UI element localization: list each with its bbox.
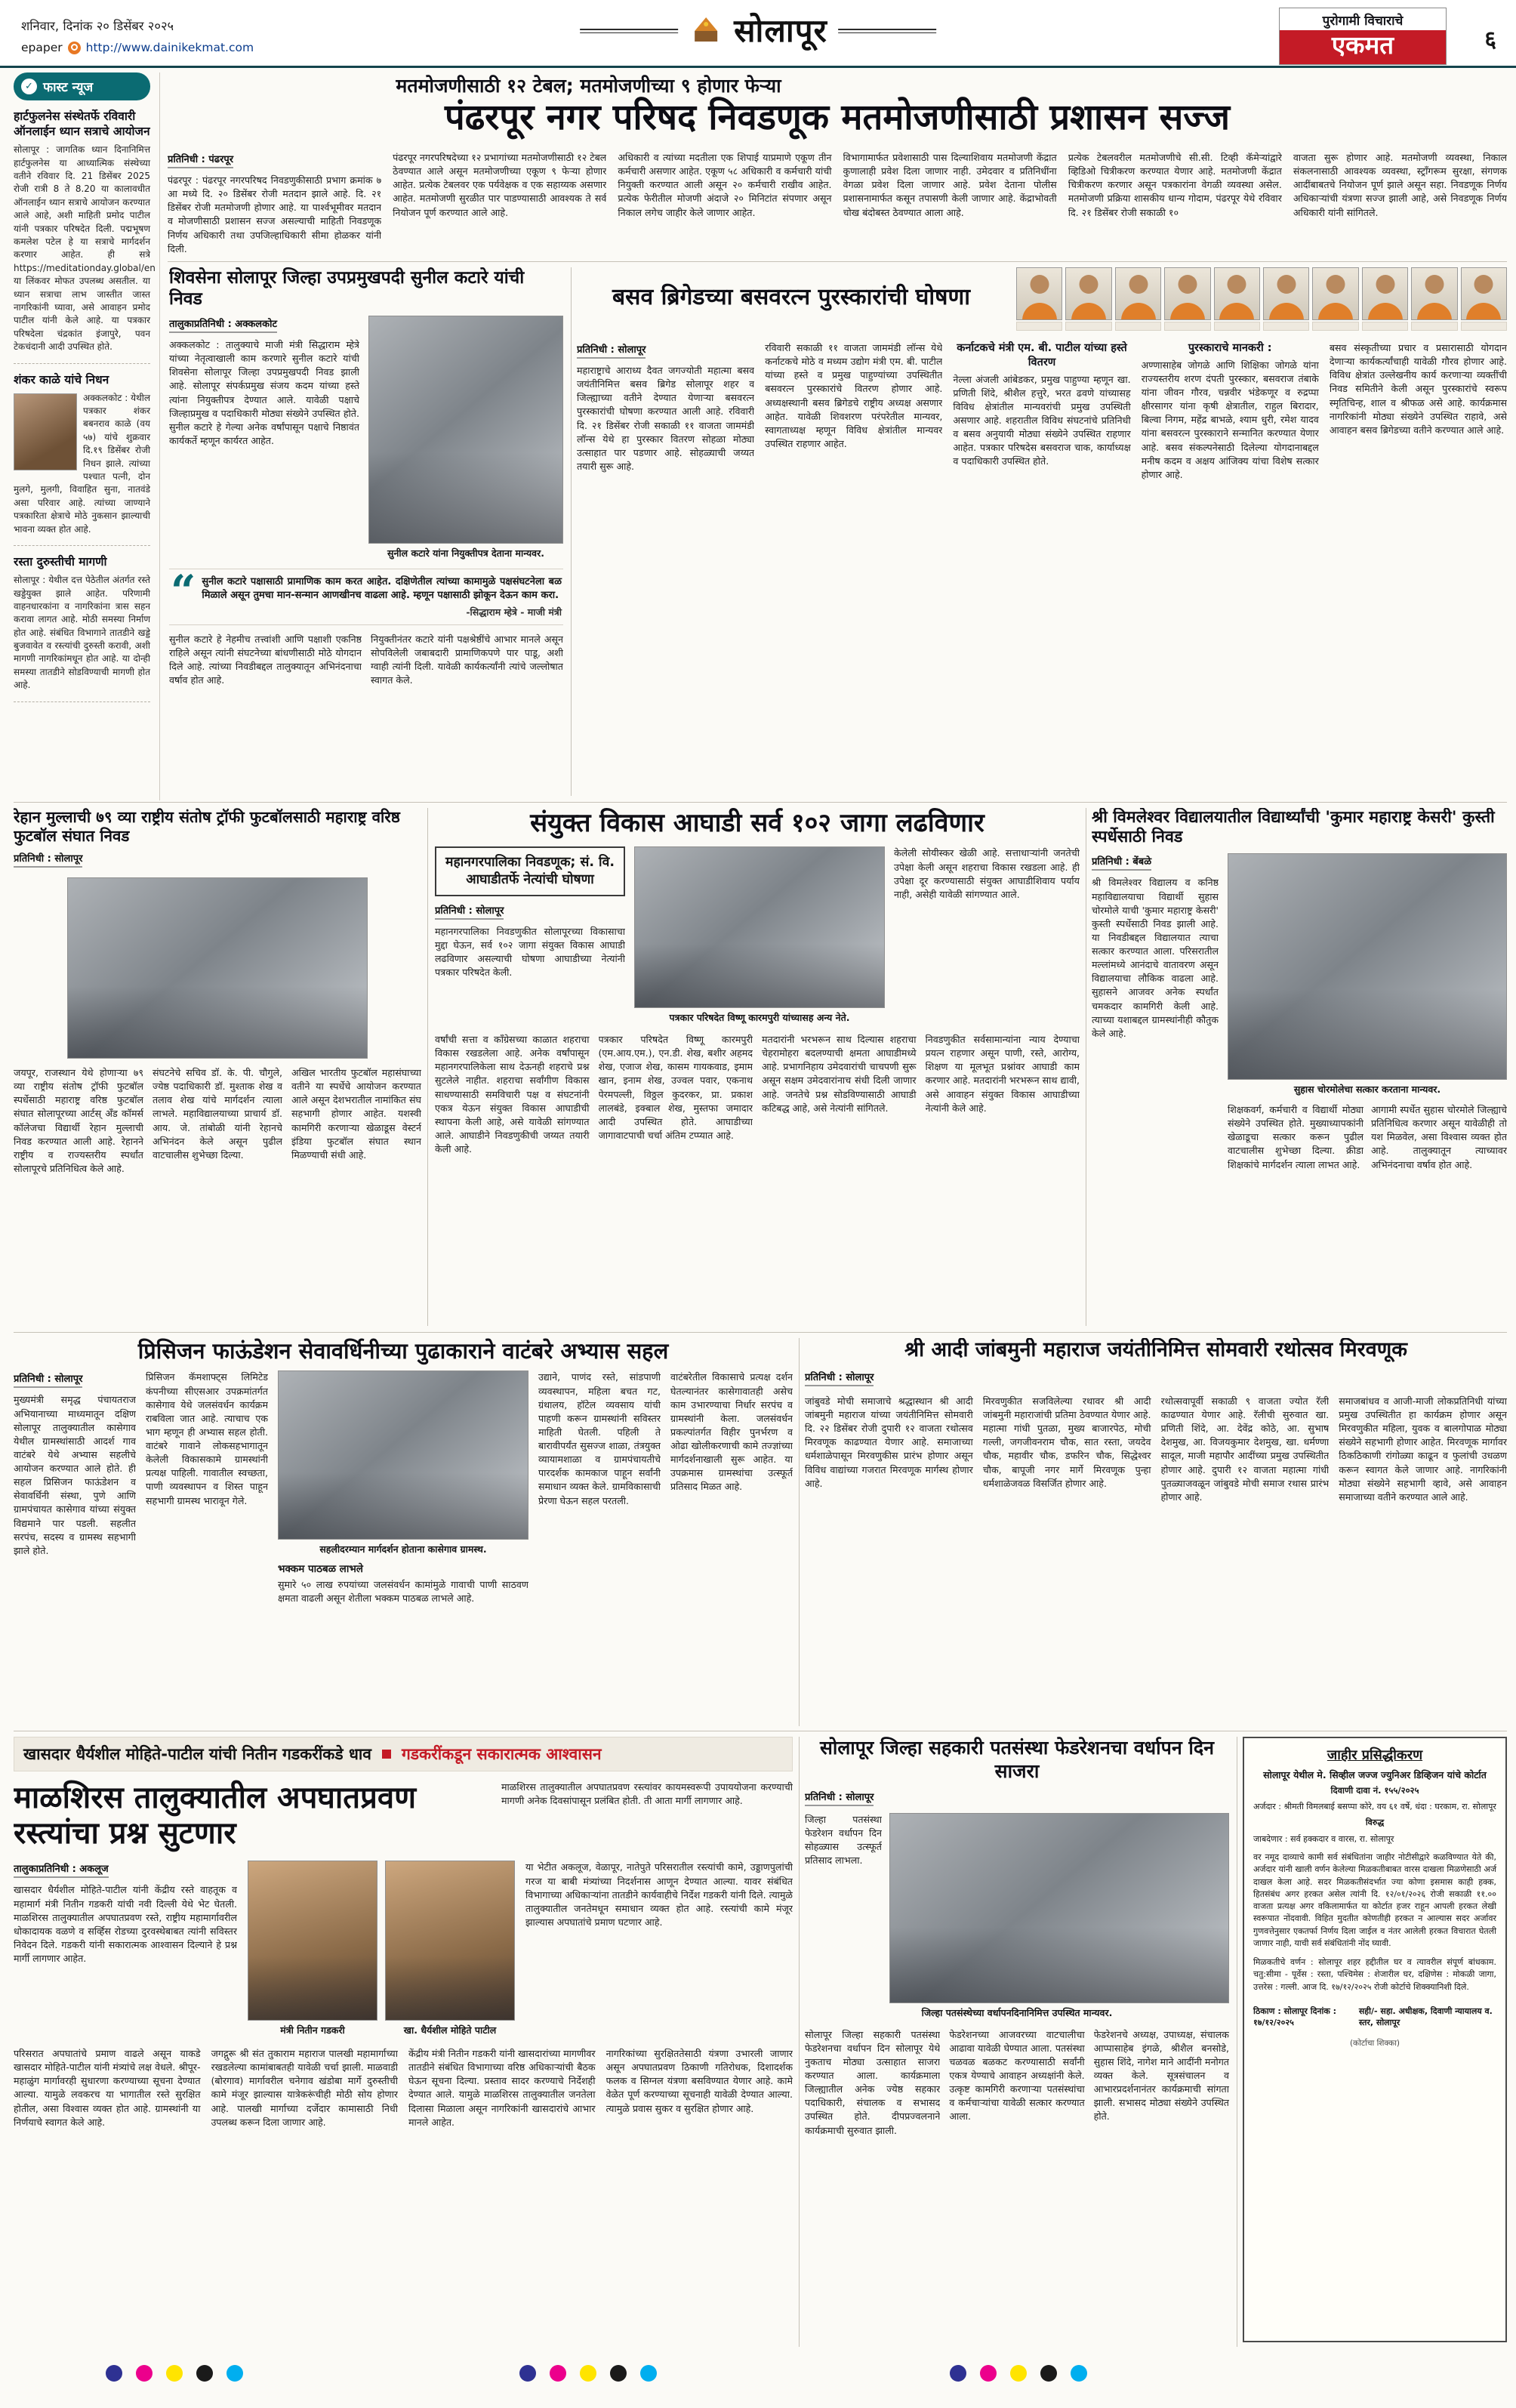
registration-dots-group [519,2365,657,2382]
article-figure-column [1228,853,1507,1277]
article-byline: तालुकाप्रतिनिधी : अक्कलकोट [169,316,277,333]
article-text: खासदार धैर्यशील मोहिते-पाटील यांनी केंद्रीय रस्ते वाहतूक व महामार्ग मंत्री नितीन गडकरी यांची नवी दिल्ली येथे भेट घेतली. माळशिरस तालुक्यातील अपघातप्रवण रस्ते, राष्ट्रीय महामार्गावरील धोकादायक वळणे व सर्व्हिस रोडच्या दुरवस्थेबाबत त्यांनी सविस्तर निवेदन दिले. गडकरी यांनी सकारात्मक आश्वासन दिल्याने हे प्रश्न मार्गी लागणार आहेत. [14,1884,237,1964]
article-byline: प्रतिनिधी : सोलापूर [14,1371,82,1388]
masthead-city: सोलापूर [734,12,827,49]
article-column [169,316,359,560]
epaper-link-icon [68,42,81,54]
article-column [14,1370,136,1719]
lead-byline: प्रतिनिधी : पंढरपूर [168,152,233,168]
awardee [1263,267,1309,331]
registration-dot [550,2365,566,2382]
article-text: वर्षांची सत्ता व काँग्रेसच्या काळात शहराचा विकास रखडलेला आहे. अनेक वर्षांपासून महानगरपालिकेला साथ देऊनही शहराचे प्रश्न सुटलेले नाहीत. शहराचा सर्वांगीण विकास साधण्यासाठी समविचारी पक्ष व संघटनांनी एकत्र येऊन संयुक्त विकास आघाडीची स्थापना केली आहे, असे यावेळी सांगण्यात आले. आघाडीने निवडणुकीची जय्यत तयारी केली आहे. [435,1034,590,1155]
article-column [435,846,625,1024]
article-headline: माळशिरस तालुक्यातील अपघातप्रवण रस्त्यांचा प्रश्न सुटणार [14,1781,417,1851]
portrait-photos [248,1861,515,2036]
awardee-name-bar [1263,322,1309,331]
article-malshiras-roads [14,1737,793,2347]
lead-headline: पंढरपूर नगर परिषद निवडणूक मतमोजणीसाठी प्रशासन सज्ज [445,97,1230,138]
notice-title: जाहीर प्रसिद्धीकरण [1326,1747,1423,1763]
notice-versus: विरुद्ध [1365,1818,1385,1828]
awardee [1461,267,1507,331]
registration-dots-group [950,2365,1087,2382]
article-patsanstha-anniversary [805,1737,1229,2347]
awardee [1115,267,1161,331]
registration-dot [196,2365,213,2382]
article-text: मुख्यमंत्री समृद्ध पंचायतराज अभियानाच्या माध्यमातून दक्षिण सोलापूर तालुक्यातील कासेगाव येथील ग्रामस्थांसाठी आदर्श गाव वाटंबरे येथे अभ्यास सहलीचे आयोजन करण्यात आले होते. ही सहल प्रिसिजन फाऊंडेशन व सेवावर्धिनी संस्था, पुणे आणि ग्रामपंचायत कासेगाव यांच्या संयुक्त विद्यमाने पार पडली. सहलीत सरपंच, सदस्य व ग्रामस्थ सहभागी झाले होते. [14,1394,136,1556]
awardee-name-bar [1164,322,1210,331]
awardee [1065,267,1111,331]
brand-tagline: पुरोगामी विचाराचे [1322,14,1404,29]
article-byline: प्रतिनिधी : सोलापूर [577,342,646,359]
article-text: केंद्रीय मंत्री नितीन गडकरी यांनी खासदारांच्या मागणीवर तातडीने संबंधित विभागाच्या वरिष्ठ अधिकाऱ्यांची बैठक घेऊन सूचना दिल्या. प्रस्ताव सादर करण्याचे निर्देशही देण्यात आले. यामुळे माळशिरस तालुक्यातील जनतेला दिलासा मिळाला असून नागरिकांनी खासदारांचे आभार मानले आहेत. [408,2048,596,2128]
section-divider [14,802,1507,803]
awardee [1362,267,1408,331]
fast-news-title: फास्ट न्यूज [43,80,94,95]
awardee-photo [1461,267,1507,320]
photo-caption: खा. धैर्यशील मोहिते पाटील [403,2024,497,2036]
notice-signatures [1253,2006,1496,2029]
article-text: नागरिकांच्या सुरक्षिततेसाठी यंत्रणा उभारली जाणार असून अपघातप्रवण ठिकाणी गतिरोधक, दिशादर्शक फलक व सिग्नल यंत्रणा बसविण्यात येणार आहे. कामे वेळेत पूर्ण करण्याच्या सूचनाही यावेळी देण्यात आल्या. त्यामुळे प्रवास सुकर व सुरक्षित होणार आहे. [605,2048,793,2114]
article-text: मतदारांनी भरभरून साथ दिल्यास शहराचा चेहरामोहरा बदलण्याची क्षमता आघाडीमध्ये आहे. प्रभागनिहाय उमेदवारांची चाचपणी सुरू असून सक्षम उमेदवारांनाच संधी दिली जाणार आहे. जनतेचे प्रश्न सोडविण्यासाठी आघाडी कटिबद्ध आहे, असे नेत्यांनी सांगितले. [762,1034,917,1114]
article-text: निवडणुकीत सर्वसामान्यांना न्याय देण्याचा प्रयत्न राहणार असून पाणी, रस्ते, आरोग्य, शिक्षण या मूलभूत प्रश्नांवर आघाडी काम करणार आहे. मतदारांनी भरभरून साथ द्यावी, असे आवाहन संयुक्त विकास आघाडीच्या नेत्यांनी केले आहे. [925,1034,1080,1114]
article-text: परिसरात अपघातांचे प्रमाण वाढले असून याकडे खासदार मोहिते-पाटील यांनी मंत्र्यांचे लक्ष वेधले. श्रीपूर-महाळुंग मार्गावरही सुधारणा करण्याच्या सूचना देण्यात आल्या. यामुळे लवकरच या भागातील रस्ते सुरक्षित होतील, असा विश्वास व्यक्त होत आहे. ग्रामस्थांनी या निर्णयाचे स्वागत केले आहे. [14,2048,201,2128]
article-text: फेडरेशनच्या आजवरच्या वाटचालीचा आढावा यावेळी घेण्यात आला. पतसंस्था चळवळ बळकट करण्यासाठी सर्वांनी एकत्र येण्याचे आवाहन अध्यक्षांनी केले. उत्कृष्ट कामगिरी करणाऱ्या पतसंस्थांचा व कर्मचाऱ्यांचा यावेळी सत्कार करण्यात आला. [949,2028,1085,2123]
article-figure [634,846,885,1024]
epaper-url[interactable]: http://www.dainikekmat.com [85,41,254,54]
kicker-separator-square [382,1750,391,1759]
registration-dots-group [106,2365,243,2382]
article-text: प्रिसिजन कॅमशाफ्ट्स लिमिटेड कंपनीच्या सीएसआर उपक्रमांतर्गत कासेगाव येथे जलसंवर्धन कार्यक्रम राबविला जात आहे. त्याचाच एक भाग म्हणून ही अभ्यास सहल होती. वाटंबरे गावाने लोकसहभागातून केलेली विकासकामे ग्रामस्थांनी प्रत्यक्ष पाहिली. गावातील स्वच्छता, पाणी व्यवस्थापन व शिस्त पाहून सहभागी ग्रामस्थ भारावून गेले. [146,1371,268,1506]
article-headline: शिवसेना सोलापूर जिल्हा उपप्रमुखपदी सुनील कटारे यांची निवड [169,268,525,310]
fast-news-item-content [14,392,150,536]
rehan-felicitation-photo [67,877,368,1059]
article-text: या भेटीत अकलूज, वेळापूर, नातेपुते परिसरातील रस्त्यांची कामे, उड्डाणपुलांची गरज या बाबी मंत्र्यांच्या निदर्शनास आणून देण्यात आल्या. यावर संबंधित विभागाच्या अधिकाऱ्यांना तातडीने कार्यवाहीचे निर्देश गडकरी यांनी दिले. त्यामुळे तालुक्यातील जनतेमधून समाधान व्यक्त होत आहे. रस्त्यांची कामे मंजूर झाल्यास अपघातांचे प्रमाण घटणार आहे. [525,1861,793,1928]
photo-caption: जिल्हा पतसंस्थेच्या वर्धापनदिनानिमित्त उपस्थित मान्यवर. [921,2007,1113,2018]
column-divider [799,1737,800,2347]
article-text: फेडरेशनचे अध्यक्ष, उपाध्यक्ष, संचालक आप्पासाहेब इंगळे, श्रीशैल बनसोडे, सुहास शिंदे, नागेश माने आदींनी मनोगत व्यक्त केले. सूत्रसंचालन व आभारप्रदर्शनानंतर कार्यक्रमाची सांगता झाली. सभासद मोठ्या संख्येने उपस्थित होते. [1093,2028,1229,2123]
photo-caption: सुनील कटारे यांना नियुक्तीपत्र देताना मान्यवर. [387,547,544,560]
article-text: सुनील कटारे हे नेहमीच तत्त्वांशी आणि पक्षाशी एकनिष्ठ राहिले असून त्यांनी संघटनेच्या बांधणीसाठी मोठे योगदान दिले आहे. त्यांच्या निवडीबद्दल तालुक्यातून अभिनंदनाचा वर्षाव होत आहे. [169,634,362,686]
article-figure [248,1861,377,2036]
notice-property: मिळकतीचे वर्णन : सोलापूर शहर हद्दीतील घर व त्यावरील संपूर्ण बांधकाम. चतु:सीमा - पूर्वेस : रस्ता, पश्चिमेस : शेजारील घर, दक्षिणेस : मोकळी जागा, उत्तरेस : गल्ली. आज दि. १७/१२/२०२५ रोजी कोर्टाचे शिक्क्यानिशी दिले. [1253,1957,1496,1992]
article-text: बसव संस्कृतीच्या प्रचार व प्रसारासाठी योगदान देणाऱ्या कार्यकर्त्यांचाही यावेळी गौरव होणार आहे. विविध क्षेत्रांत उल्लेखनीय कार्य करणाऱ्या व्यक्तींची निवड समितीने केली असून पुरस्कारांचे स्वरूप स्मृतिचिन्ह, शाल व श्रीफळ असे आहे. कार्यक्रमास नागरिकांनी मोठ्या संख्येने उपस्थित राहावे, असे आवाहन बसव ब्रिगेडच्या वतीने करण्यात आले आहे. [1329,342,1507,436]
article-headline: श्री विमलेश्वर विद्यालयातील विद्यार्थ्यांची 'कुमार महाराष्ट्र केसरी' कुस्ती स्पर्धेसाठी निवड [1092,808,1495,847]
awardee-name-bar [1214,322,1260,331]
article-text: श्री विमलेश्वर विद्यालय व कनिष्ठ महाविद्यालयाचा विद्यार्थी सुहास चोरमोले याची 'कुमार महाराष्ट्र केसरी' कुस्ती स्पर्धेसाठी निवड झाली आहे. या निवडीबद्दल विद्यालयात त्याचा सत्कार करण्यात आला. परिसरातील मल्लांमध्ये आनंदाचे वातावरण असून विद्यालयाचा लौकिक वाढला आहे. सुहासने आजवर अनेक स्पर्धांत चमकदार कामगिरी केली आहे. त्याच्या यशाबद्दल ग्रामस्थांनीही कौतुक केले आहे. [1092,877,1219,1039]
awardee-photo [1362,267,1408,320]
fast-news-item-body: सोलापूर : येथील दत्त पेठेतील अंतर्गत रस्ते खड्डेयुक्त झाले आहेत. परिणामी वाहनधारकांना व नागरिकांना त्रास सहन करावा लागत आहे. मोठी समस्या निर्माण होत आहे. संबंधित विभागाने तातडीने खड्डे बुजवावेत व रस्त्यांची दुरुस्ती करावी, अशी मागणी नागरिकांमधून होत आहे. या दोन्ही समस्या तातडीने सोडविण्याची मागणी होत आहे. [14,575,150,691]
photo-caption: सहलीदरम्यान मार्गदर्शन होताना कासेगाव ग्रामस्थ. [319,1543,487,1555]
awardee-name-bar [1362,322,1408,331]
article-byline: प्रतिनिधी : सोलापूर [435,903,504,920]
fast-news-item-body: सोलापूर : जागतिक ध्यान दिनानिमित्त हार्टफुलनेस या आध्यात्मिक संस्थेच्या वतीने रविवार दि. 21 डिसेंबर 2025 रोजी रात्री 8 ते 8.20 या कालावधीत ऑनलाईन ध्यान सत्राचे आयोजन करण्यात आले आहे, अशी माहिती प्रमोद पाटील यांनी पत्रकार परिषदेत दिली. पद्मभूषण कमलेश पटेल हे या सत्राचे मार्गदर्शन करणार आहेत. ही सत्रे https://meditationday.global/en या लिंकवर मोफत उपलब्ध असतील. या ध्यान सत्राचा लाभ जास्तीत जास्त नागरिकांनी घ्यावा, असे आवाहन प्रमोद पाटील यांनी केले आहे. या पत्रकार परिषदेला चंद्रकांत इंजापुरे, पवन टेकचंदानी आदी उपस्थित होते. [14,144,156,353]
awardee-name-bar [1411,322,1457,331]
awardee-name-bar [1461,322,1507,331]
article-headline: रेहान मुल्लाची ७९ व्या राष्ट्रीय संतोष ट्रॉफी फुटबॉलसाठी महाराष्ट्र वरिष्ठ फुटबॉल संघात निवड [14,808,400,845]
article-columns [14,1066,421,1293]
winners-list: अण्णासाहेब जोगळे आणि शिक्षिका जोगळे यांना राज्यस्तरीय शरण दंपती पुरस्कार, बसवराज तंबाके यांना जीवन गौरव, चन्नवीर भंडेकणूर व रुद्रप्पा क्षीरसागर यांना कृषी क्षेत्रातील, राहुल बिरादार, बिल्वा निगम, महेंद्र बाभळे, श्याम धुरी, रमेश यादव यांना बसवरत्न पुरस्काराने सन्मानित करण्यात येणार आहे. बसव संकल्पनेसाठी दिलेल्या योगदानाबद्दल मनीष कदम व अक्षय आंजिक्य यांचा विशेष सत्कार होणार आहे. [1141,359,1319,480]
awardee-photo [1214,267,1260,320]
article-text: मिरवणुकीत सजविलेल्या रथावर श्री आदी जांबमुनी महाराजांची प्रतिमा ठेवण्यात येणार आहे. महात्मा गांधी पुतळा, मुख्य बाजारपेठ, मोची गल्ली, जगजीवनराम चौक, सात रस्ता, जयदेव चौक, महावीर चौक, डफरिन चौक, सिद्धेश्वर चौक, बापूजी नगर मार्गे मिरवणूक पुन्हा धर्मशाळेजवळ विसर्जित होणार आहे. [982,1395,1151,1489]
article-text: जयपूर, राजस्थान येथे होणाऱ्या ७९ व्या राष्ट्रीय संतोष ट्रॉफी फुटबॉल स्पर्धेसाठी महाराष्ट्र वरिष्ठ फुटबॉल संघात सोलापूरच्या आर्टस् अँड कॉमर्स कॉलेजचा विद्यार्थी रेहान मुल्लाची निवड करण्यात आली आहे. रेहानने राष्ट्रीय व राज्यस्तरीय स्पर्धांत सोलापूरचे प्रतिनिधित्व केले आहे. [14,1067,143,1174]
article-headline: बसव ब्रिगेडच्या बसवरत्न पुरस्कारांची घोषणा [612,284,970,310]
article-text: नेल्ला अंजली आंबेडकर, प्रमुख पाहुण्या म्हणून खा. प्रणिती शिंदे, श्रीशैल हत्तुरे, भरत ढवणे यांच्यासह विविध क्षेत्रांतील मान्यवरांची प्रमुख उपस्थिती असणार आहे. शहरातील विविध संघटनांचे प्रतिनिधी व बसव अनुयायी मोठ्या संख्येने उपस्थित राहणार आहेत. पत्रकार परिषदेस बसवराज चाक, कार्याध्यक्ष व पदाधिकारी उपस्थित होते. [953,373,1131,467]
court-seal-note: (कोर्टाचा शिक्का) [1349,2038,1400,2048]
fast-news-item-title: शंकर काळे यांचे निधन [14,372,109,387]
article-headline: संयुक्त विकास आघाडी सर्व १०२ जागा लढविणार [530,808,984,838]
article-byline: प्रतिनिधी : सोलापूर [14,851,82,868]
registration-dot [519,2365,536,2382]
article-sanyukt-aghadi [435,808,1080,1326]
awardee-photo [1016,267,1062,320]
winners-label: पुरस्काराचे मानकरी : [1188,342,1272,354]
awardee [1312,267,1358,331]
article-byline: प्रतिनिधी : सोलापूर [805,1790,874,1806]
article-columns [14,1370,793,1719]
fast-news-item [14,364,150,546]
brand-name: एकमत [1280,30,1446,64]
notice-party: जाबदेणार : सर्व हक्कदार व वारस, रा. सोलापूर [1253,1833,1394,1844]
article-text: अखिल भारतीय फुटबॉल महासंघाच्या वतीने या स्पर्धेचे आयोजन करण्यात आले असून देशभरातील नामांकित संघ सहभागी होणार आहेत. यशस्वी कामगिरी करणाऱ्या खेळाडूस वेस्टर्न इंडिया फुटबॉल संघात स्थान मिळण्याची संधी आहे. [291,1067,421,1161]
masthead [580,12,936,49]
article-headline: प्रिसिजन फाऊंडेशन सेवावर्धिनीच्या पुढाकाराने वाटंबरे अभ्यास सहल [137,1338,669,1364]
article-text: उद्याने, पाणंद रस्ते, सांडपाणी व्यवस्थापन, महिला बचत गट, ग्रंथालय, हॉटेल व्यवसाय यांची पाहणी करून ग्रामस्थांनी सविस्तर माहिती घेतली. पहिली ते बारावीपर्यंत सुसज्ज शाळा, तंत्रयुक्त व्यायामशाळा व ग्रामपंचायतीचे पारदर्शक कामकाज पाहून सर्वांनी समाधान व्यक्त केले. ग्रामविकासाची प्रेरणा घेऊन सहल परतली. [538,1371,661,1506]
registration-dot [136,2365,153,2382]
awardee [1016,267,1062,331]
article-text: रथोत्सवापूर्वी सकाळी ९ वाजता ज्योत रॅली काढण्यात येणार आहे. रॅलीची सुरुवात खा. प्रणिती शिंदे, आ. देवेंद्र कोठे, आ. सुभाष देशमुख, आ. विजयकुमार देशमुख, खा. धर्मण्णा सादूल, माजी महापौर आदींच्या प्रमुख उपस्थितीत होणार आहे. दुपारी १२ वाजता महात्मा गांधी पुतळ्याजवळून जांबुवडे मोची समाज रथास प्रारंभ होणार आहे. [1160,1395,1330,1503]
article-text: आगामी स्पर्धेत सुहास चोरमोले जिल्ह्याचे प्रतिनिधित्व करणार असून यावेळीही तो यश मिळवेल, असा विश्वास व्यक्त होत आहे. तालुक्यातून त्याच्यावर अभिनंदनाचा वर्षाव होत आहे. [1371,1104,1507,1170]
awardees-photo-strip [1016,267,1507,331]
awardee-name-bar [1016,322,1062,331]
brand-box [1279,8,1447,65]
article-figure-column [278,1370,528,1719]
awardee-photo [1065,267,1111,320]
photo-caption: मंत्री नितीन गडकरी [280,2024,345,2036]
lead-kicker: मतमोजणीसाठी १२ टेबल; मतमोजणीच्या ९ होणार फेऱ्या [396,75,781,97]
article-subhead-box: महानगरपालिका निवडणूक; सं. वि. आघाडीतर्फे नेत्यांची घोषणा [435,846,625,896]
lead-column-text: अधिकारी व त्यांच्या मदतीला एक शिपाई याप्रमाणे एकूण तीन कर्मचारी असणार आहेत. एकूण ५८ अधिकारी व कर्मचारी यांची नियुक्ती करण्यात आली असून २० कर्मचारी राखीव आहेत. प्रत्येक फेरीतील मोजणी अंदाजे २० मिनिटांत संपणार असून निकाल लगेच जाहीर केले जाणार आहेत. [618,152,832,218]
registration-dot [640,2365,657,2382]
article-figure [385,1861,515,2036]
article-figure [368,316,563,560]
article-shivsena-katare [169,267,563,796]
article-columns [577,341,1507,764]
article-body [169,316,563,560]
fast-news-sidebar [14,72,160,800]
date-line: शनिवार, दिनांक २० डिसेंबर २०२५ [21,19,174,33]
article-column [14,1861,237,2036]
quote-icon: “ [171,565,196,617]
notice-sign: सही/- सहा. अधीक्षक, दिवाणी न्यायालय व. स्तर, सोलापूर [1358,2006,1493,2028]
photo-caption: सुहास चोरमोलेचा सत्कार करताना मान्यवर. [1293,1084,1441,1096]
awardee [1164,267,1210,331]
obituary-photo [14,393,77,470]
public-notice-box [1243,1737,1507,2342]
anniversary-group-photo [889,1813,1229,2003]
awardee [1214,267,1260,331]
pull-quote [169,565,563,625]
photo-caption: पत्रकार परिषदेत विष्णू कारमपुरी यांच्यासह अन्य नेते. [669,1012,850,1024]
article-text: पत्रकार परिषदेत विष्णू कारमपुरी (एम.आय.एम.), एन.डी. शेख, बशीर अहमद शेख, एजाज शेख, कासम गायकवाड, इमाम खान, इनाम शेख, उज्वल पवार, एकनाथ पेरमपल्ली, विठ्ठल कुदरकर, प्रा. प्रकाश लालबंडे, इक्बाल शेख, मुस्तफा जमादार आदी उपस्थित होते. आघाडीच्या जागावाटपाची चर्चा अंतिम टप्प्यात आहे. [598,1034,753,1141]
article-columns [805,2028,1229,2308]
quote-body [202,575,562,618]
article-byline: तालुकाप्रतिनिधी : अकलूज [14,1861,109,1878]
article-byline: प्रतिनिधी : सोलापूर [805,1370,874,1386]
fast-news-item-body: अक्कलकोट : येथील पत्रकार शंकर बबनराव काळे (वय ५७) यांचे शुक्रवार दि.१९ डिसेंबर रोजी निधन झाले. त्यांच्या पश्चात पत्नी, दोन मुलगे, मुलगी, विवाहित सुना, नातवंडे असा परिवार आहे. त्यांच्या जाण्याने पत्रकारिता क्षेत्राचे मोठे नुकसान झाल्याची भावना व्यक्त होत आहे. [14,392,150,535]
lead-column-text: प्रत्येक टेबलवरील मतमोजणीचे सी.सी. टिव्ही कॅमेऱ्यांद्वारे व्हिडिओ चित्रीकरण करण्यात येणार आहे. मतमोजणी केंद्रात चित्रीकरण करणार असून पत्रकारांना वेगळी व्यवस्था असेल. मतमोजणी प्रक्रिया शासकीय धान्य गोदाम, पंढरपूर येथे रविवार दि. २१ डिसेंबर रोजी सकाळी १० [1068,152,1282,218]
notice-body: वर नमूद दाव्याचे कामी सर्व संबंधितांना जाहीर नोटीसीद्वारे कळविण्यात येते की, अर्जदार यांनी खाली वर्णन केलेल्या मिळकतीबाबत वारस दाखला मिळणेसाठी अर्ज दाखल केला आहे. सदर मिळकतीसंदर्भात ज्या कोणा इसमास काही हक्क, हितसंबंध अगर हरकत असेल त्यांनी दि. १२/०१/२०२६ रोजी सकाळी ११.०० वाजता प्रत्यक्ष अगर वकिलामार्फत या कोर्टात हजर राहून आपली हरकत लेखी स्वरूपात नोंदवावी. विहित मुदतीत कोणतीही हरकत न आल्यास सदर अर्जावर गुणवत्तेनुसार एकतर्फा निर्णय दिला जाईल व नंतर आलेली हरकत विचारात घेतली जाणार नाही, याची सर्व संबंधितांनी नोंद घ्यावी. [1253,1852,1496,1948]
article-column [953,341,1130,764]
article-text: नियुक्तीनंतर कटारे यांनी पक्षश्रेष्ठींचे आभार मानले असून सोपविलेली जबाबदारी प्रामाणिकपणे पार पाडू, अशी ग्वाही त्यांनी दिली. यावेळी कार्यकर्त्यांनी त्यांचे जल्लोषात स्वागत केले. [371,634,563,686]
mohite-patil-portrait-photo [385,1861,515,2021]
registration-dot [1010,2365,1027,2382]
notice-party: अर्जदार : श्रीमती विमलबाई बसप्पा कोरे, वय ६१ वर्षे, धंदा : घरकाम, रा. सोलापूर [1253,1801,1496,1811]
registration-dot [580,2365,596,2382]
fast-news-item [14,100,156,364]
quote-text: सुनील कटारे पक्षासाठी प्रामाणिक काम करत आहेत. दक्षिणेतील त्यांच्या कामामुळे पक्षसंघटनेला बळ मिळाले असून तुमचा मान-सन्मान आणखीनच वाढला आहे. म्हणून पक्षासाठी झोकून देऊन काम करा. [202,575,562,601]
registration-dot [950,2365,966,2382]
fast-news-item-title: रस्ता दुरुस्तीची मागणी [14,554,107,569]
article-vimaleshwar-kusti [1092,808,1507,1326]
awardee-photo [1411,267,1457,320]
article-text: सुमारे ५० लाख रुपयांच्या जलसंवर्धन कामांमुळे गावाची पाणी साठवण क्षमता वाढली असून शेतीला भक्कम पाठबळ लाभले आहे. [278,1579,528,1605]
lead-body [168,151,1507,257]
column-divider [799,1338,800,1726]
article-body [1092,853,1507,1277]
study-tour-photo [278,1370,528,1540]
article-text: महानगरपालिका निवडणुकीत सोलापूरच्या विकासाचा मुद्दा घेऊन, सर्व १०२ जागा संयुक्त विकास आघाडी लढविणार असल्याची घोषणा आघाडीच्या नेत्यांनी पत्रकार परिषदेत केली. [435,925,625,979]
article-columns [14,2047,793,2289]
article-photo-row [14,1861,793,2036]
article-text: महाराष्ट्राचे आराध्य दैवत जगज्योती महात्मा बसव जयंतीनिमित्त बसव ब्रिगेड सोलापूर शहर व जिल्ह्याच्या वतीने देण्यात येणाऱ्या बसवरत्न पुरस्कारांची घोषणा करण्यात आली आहे. रविवारी दि. २१ डिसेंबर रोजी सकाळी ११ वाजता जाममंडी लॉन्स येथे हा पुरस्कार वितरण सोहळा मोठ्या उत्साहात पार पडणार आहे. सोहळ्याची जय्यत तयारी सुरू आहे. [577,365,755,472]
column-divider [427,808,428,1326]
header-left [21,17,254,54]
awardee-photo [1263,267,1309,320]
registration-dot [106,2365,122,2382]
lead-column-text: वाजता सुरू होणार आहे. मतमोजणी व्यवस्था, निकाल संकलनासाठी आवश्यक व्यवस्था, स्ट्राँगरूम सुरक्षा, संगणक आदींबाबतचे नियोजन पूर्ण झाले असून सहा. निवडणूक निर्णय अधिकाऱ्यांची यंत्रणा सज्ज झाली आहे, असे निवडणूक निर्णय अधिकारी यांनी सांगितले. [1293,152,1507,218]
wrestler-felicitation-photo [1228,853,1507,1080]
article-column [1142,341,1319,764]
section-divider [168,261,1507,262]
awardee-name-bar [1312,322,1358,331]
article-kicker-strip [14,1737,793,1771]
article-text: अक्कलकोट : तालुक्याचे माजी मंत्री सिद्धाराम म्हेत्रे यांच्या नेतृत्वाखाली काम करणारे सुनील कटारे यांची शिवसेना सोलापूर जिल्हा उपप्रमुखपदी निवड झाली आहे. सोलापूर संपर्कप्रमुख संजय कदम यांच्या हस्ते त्यांना नियुक्तीपत्र देण्यात आले. यावेळी पक्षाचे जिल्हाप्रमुख व पदाधिकारी मोठ्या संख्येने उपस्थित होते. सुनील कटारे हे गेल्या अनेक वर्षांपासून पक्षाचे निष्ठावंत कार्यकर्ते म्हणून कार्यरत आहेत. [169,339,359,446]
registration-dot [1071,2365,1087,2382]
article-column [1092,853,1219,1277]
awardee-name-bar [1065,322,1111,331]
article-text: संघटनेचे सचिव डॉ. के. पी. चौगुले, ज्येष्ठ पदाधिकारी डॉ. मुश्ताक शेख व तलाव शेख यांचे मार्गदर्शन त्याला लाभले. महाविद्यालयाच्या प्राचार्य डॉ. आय. जे. तांबोळी यांनी रेहानचे अभिनंदन केले असून पुढील वाटचालीस शुभेच्छा दिल्या. [153,1067,282,1161]
lead-column [168,151,381,257]
gadkari-portrait-photo [248,1861,377,2021]
article-text: जिल्हा पतसंस्था फेडरेशन वर्धापन दिन सोहळ्यास उत्स्फूर्त प्रतिसाद लाभला. [805,1814,882,1867]
article-headline: सोलापूर जिल्हा सहकारी पतसंस्था फेडरेशनचा वर्धापन दिन साजरा [819,1737,1215,1782]
article-columns [169,633,563,746]
awardee-photo [1312,267,1358,320]
masthead-logo-icon [689,16,723,46]
kicker-highlight-text: गडकरींकडून सकारात्मक आश्वासन [401,1745,602,1763]
kicker-text: खासदार धैर्यशील मोहिते-पाटील यांची नितीन गडकरींकडे धाव [23,1745,371,1763]
press-conference-photo [634,846,885,1008]
lead-column-text: पंढरपूर : पंढरपूर नगरपरिषद निवडणुकीसाठी प्रभाग क्रमांक ७ आ मध्ये दि. २० डिसेंबर रोजी मतदान झाले आहे. दि. २१ डिसेंबर रोजी मतमोजणी होणार आहे. या पार्श्वभूमीवर मतदान व मोजणीसाठी प्रशासन सज्ज असल्याची माहिती निवडणूक निर्णय अधिकारी तथा उपजिल्हाधिकारी सीमा होळकर यांनी दिली. [168,174,382,254]
masthead-rule-left [580,29,678,33]
article-top-row [435,846,1080,1024]
article-precision-sahal [14,1338,793,1726]
quote-attribution: -सिद्धाराम म्हेत्रे - माजी मंत्री [466,606,562,618]
article-column [577,341,754,764]
notice-court: सोलापूर येथील मे. सिव्हील जज्ज ज्युनिअर डिव्हिजन यांचे कोर्टात [1263,1769,1487,1781]
awardee-name-bar [1115,322,1161,331]
article-subhead: भक्कम पाठबळ लाभले [278,1563,363,1575]
registration-dot [1040,2365,1057,2382]
awardee-photo [1164,267,1210,320]
fast-news-item [14,546,150,702]
article-text: सोलापूर जिल्हा सहकारी पतसंस्था फेडरेशनचा वर्धापन दिन सोलापूर येथे नुकताच मोठ्या उत्साहात साजरा करण्यात आला. कार्यक्रमाला जिल्ह्यातील अनेक ज्येष्ठ सहकार पदाधिकारी, संचालक व सभासद उपस्थित होते. दीपप्रज्वलनाने कार्यक्रमाची सुरुवात झाली. [805,2028,941,2136]
fast-news-item-title: हार्टफुलनेस संस्थेतर्फे रविवारी ऑनलाईन ध्यान सत्राचे आयोजन [14,109,150,139]
article-text: जांबुवडे मोची समाजाचे श्रद्धास्थान श्री आदी जांबमुनी महाराज यांच्या जयंतीनिमित्त सोमवारी दि. २२ डिसेंबर रोजी दुपारी १२ वाजता रथोत्सव मिरवणूक काढण्यात येणार आहे. समाजाच्या धर्मशाळेपासून मिरवणुकीस प्रारंभ होणार असून विविध वाद्यांच्या गजरात मिरवणूक मार्गस्थ होणार आहे. [805,1395,973,1489]
masthead-rule-right [838,29,936,33]
registration-dot [226,2365,243,2382]
article-jambmuni-rathotsav [805,1338,1507,1726]
column-divider [571,267,572,796]
article-columns [1228,1103,1507,1277]
lead-column-text: विभागामार्फत प्रवेशासाठी पास दिल्याशिवाय मतमोजणी केंद्रात कुणालाही प्रवेश दिला जाणार नाही. उमेदवार व प्रतिनिधींना वेगळा प्रवेश दिला जाणार आहे. प्रवेश देताना पोलीस प्रशासनामार्फत कसून तपासणी केली जाणार आहे. केंद्राभोवती चोख बंदोबस्त ठेवण्यात आला आहे. [843,152,1057,218]
article-columns [805,1395,1507,1719]
registration-dot [610,2365,627,2382]
article-top-row [577,267,1507,331]
article-text: शिक्षकवर्ग, कर्मचारी व विद्यार्थी मोठ्या संख्येने उपस्थित होते. मुख्याध्यापकांनी खेळाडूचा सत्कार करून पुढील वाटचालीस शुभेच्छा दिल्या. क्रीडा शिक्षकांचे मार्गदर्शन त्याला लाभत आहे. [1228,1104,1363,1170]
article-columns [435,1033,1080,1282]
article-subhead: कर्नाटकचे मंत्री एम. बी. पाटील यांच्या हस्ते वितरण [957,342,1127,368]
article-basav-awards [577,267,1507,796]
section-divider [14,1332,1507,1333]
epaper-row [21,41,254,54]
awardee-photo [1115,267,1161,320]
fast-news-header [14,72,150,100]
article-text: समाजबांधव व आजी-माजी लोकप्रतिनिधी यांच्या प्रमुख उपस्थितीत हा कार्यक्रम होणार असून मिरवणुकीत महिला, युवक व बालगोपाळ मोठ्या संख्येने सहभागी होणार आहेत. मिरवणूक मार्गावर ठिकठिकाणी रांगोळ्या काढून व फुलांची उधळण करून स्वागत केले जाणार आहे. नागरिकांनी मोठ्या संख्येने सहभागी व्हावे, असे आवाहन समाजाच्या वतीने करण्यात आले आहे. [1339,1395,1507,1503]
epaper-label: epaper [21,41,63,54]
lead-column-text: पंढरपूर नगरपरिषदेच्या १२ प्रभागांच्या मतमोजणीसाठी १२ टेबल ठेवण्यात आले असून मतमोजणीच्या एकूण ९ फेऱ्या होणार आहेत. प्रत्येक टेबलवर एक पर्यवेक्षक व एक सहाय्यक असणार आहेत. मतमोजणी सुरळीत पार पाडण्यासाठी आवश्यक ते सर्व नियोजन पूर्ण करण्यात आले आहे. [393,152,607,218]
fast-news-check-icon: ✓ [21,79,37,94]
article-text: माळशिरस तालुक्यातील अपघातप्रवण रस्त्यांवर कायमस्वरूपी उपाययोजना करण्याची मागणी अनेक दिवसांपासून प्रलंबित होती. ती आता मार्गी लागणार आहे. [501,1781,793,1807]
katare-appointment-photo [368,316,563,544]
article-text: केलेली सोयीस्कर खेळी आहे. सत्ताधाऱ्यांनी जनतेची उपेक्षा केली असून शहराचा विकास रखडला आहे. ही उपेक्षा दूर करण्यासाठी संयुक्त आघाडीशिवाय पर्याय नाही, असेही यावेळी सांगण्यात आले. [894,847,1080,900]
article-text: रविवारी सकाळी ११ वाजता जाममंडी लॉन्स येथे कर्नाटकचे मोठे व मध्यम उद्योग मंत्री एम. बी. पाटील यांच्या हस्ते व प्रमुख पाहुण्यांच्या उपस्थितीत बसवरत्न पुरस्कारांचे वितरण होणार आहे. अध्यक्षस्थानी बसव ब्रिगेडचे राष्ट्रीय अध्यक्ष असणार आहेत. यावेळी शिवशरण परंपरेतील मान्यवर, स्वागताध्यक्ष म्हणून विविध क्षेत्रांतील मान्यवर उपस्थित राहणार आहेत. [765,342,943,449]
notice-place-date: ठिकाण : सोलापूर दिनांक : १७/१२/२०२५ [1253,2006,1337,2028]
notice-case-number: दिवाणी दावा नं. १५५/२०२५ [1330,1784,1419,1796]
registration-dot [980,2365,997,2382]
article-rehan-football [14,808,421,1326]
article-text: जगद्गुरू श्री संत तुकाराम महाराज पालखी महामार्गाच्या रखडलेल्या कामांबाबतही यावेळी चर्चा झाली. माळवाडी (बोरगाव) मार्गावरील चनेगाव खंडोबा मार्गे दुरुस्तीची कामे मंजूर झाल्यास यात्रेकरूंचीही मोठी सोय होणार आहे. पालखी मार्गाच्या दर्जेदार कामासाठी निधी उपलब्ध करून दिला जाणार आहे. [211,2048,398,2128]
article-headline-row [14,1781,793,1851]
article-text: वाटंबरेतील विकासाचे प्रत्यक्ष दर्शन घेतल्यानंतर कासेगावातही असेच काम उभारण्याचा निर्धार सरपंच व ग्रामस्थांनी केला. जलसंवर्धन प्रकल्पांतर्गत विहीर पुनर्भरण व ओढा खोलीकरणाची कामे तज्ज्ञांच्या मार्गदर्शनाखाली सुरू आहेत. या उपक्रमास ग्रामस्थांचा उत्स्फूर्त प्रतिसाद मिळत आहे. [670,1371,793,1493]
page-header [0,0,1516,68]
article-byline: प्रतिनिधी : बेंबळे [1092,854,1151,871]
awardee [1411,267,1457,331]
article-photo-row [805,1813,1229,2003]
page-number: ६ [1484,26,1496,53]
registration-dot [166,2365,183,2382]
article-headline: श्री आदी जांबमुनी महाराज जयंतीनिमित्त सोमवारी रथोत्सव मिरवणूक [904,1338,1407,1361]
